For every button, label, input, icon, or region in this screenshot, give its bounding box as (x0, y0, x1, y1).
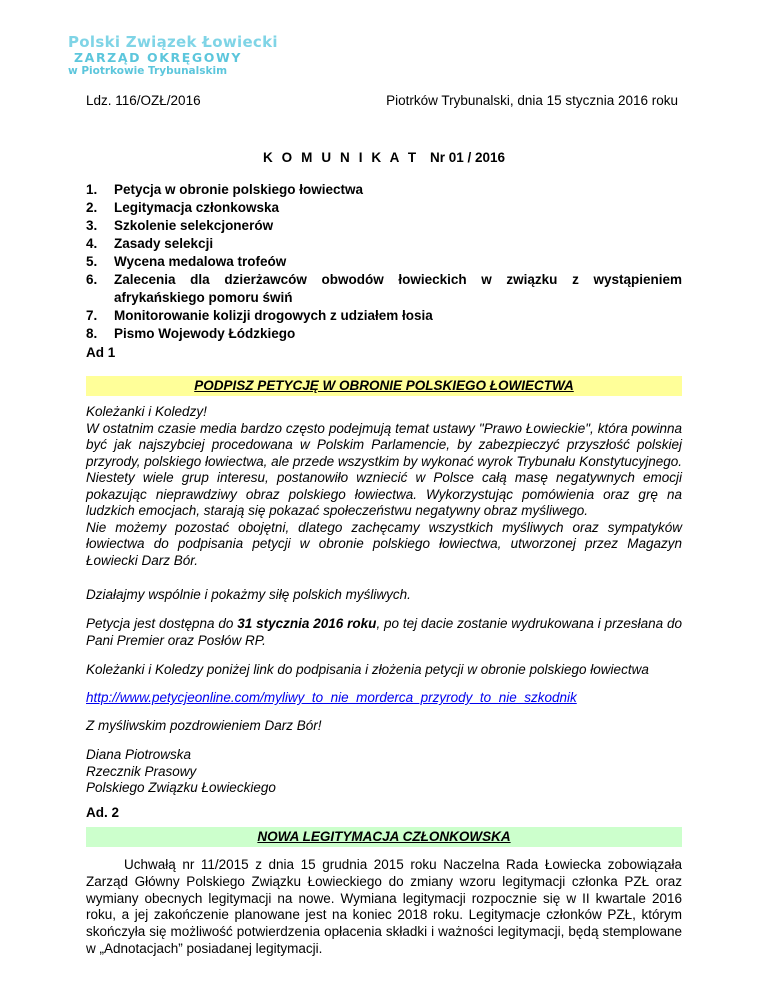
signature-role: Rzecznik Prasowy (86, 763, 197, 779)
petition-body: W ostatnim czasie media bardzo często podejmują temat ustawy "Prawo Łowieckie", która powinna być jak najszybciej procedowana w Polskim Parlamencie, by zabezpieczyć przyszłość polskiej przyrody, polskiego łowiectwa, ale przede wszystkim by wykonać wyrok Trybunału Konstytucyjnego. Niestety wiele grup interesu, postanowiło wzniecić w Polsce całą masę negatywnych emocji pokazując nieprawdziwy obraz polskiego łowiectwa. Wykorzystując pomówienia oraz grę na ludzkich emocjach, starają się pokazać społeczeństwu negatywny obraz myśliwego. (86, 420, 682, 518)
toc-item: 8. Pismo Wojewody Łódzkiego (86, 326, 296, 341)
table-of-contents (86, 181, 682, 343)
logo-line-2: ZARZĄD OKRĘGOWY (74, 50, 243, 65)
membership-banner-text: NOWA LEGITYMACJA CZŁONKOWSKA (257, 829, 511, 844)
title-number: Nr 01 / 2016 (429, 150, 506, 165)
toc-item: 7. Monitorowanie kolizji drogowych z udziałem łosia (86, 308, 433, 323)
document-title (0, 150, 768, 165)
petition-link[interactable]: http://www.petycjeonline.com/myliwy_to_nie_morderca_przyrody_to_nie_szkodnik (86, 690, 577, 705)
petition-intro (86, 404, 682, 569)
logo-line-1: Polski Związek Łowiecki (68, 33, 278, 51)
toc-item: 5. Wycena medalowa trofeów (86, 254, 287, 269)
signature-block (86, 747, 682, 797)
toc-item: 2. Legitymacja członkowska (86, 200, 280, 215)
logo-line-3: w Piotrkowie Trybunalskim (68, 65, 228, 77)
toc-item: 1. Petycja w obronie polskiego łowiectwa (86, 182, 364, 197)
petition-deadline: Petycja jest dostępna do 31 stycznia 2016 roku, po tej dacie zostanie wydrukowana i przesłana do Pani Premier oraz Posłów RP. (86, 616, 682, 648)
petition-closing: Z myśliwskim pozdrowieniem Darz Bór! (86, 718, 322, 733)
membership-banner (86, 827, 682, 847)
petition-call: Działajmy wspólnie i pokażmy siłę polskich myśliwych. (86, 587, 411, 602)
greeting: Koleżanki i Koledzy! (86, 404, 207, 419)
membership-body (86, 857, 682, 958)
petition-body-2: Nie możemy pozostać obojętni, dlatego zachęcamy wszystkich myśliwych oraz sympatyków łowiectwa do podpisania petycji w obronie polskiego łowiectwa, utworzonej przez Magazyn Łowiecki Darz Bór. (86, 519, 682, 568)
title-word: K O M U N I K A T (262, 150, 419, 165)
membership-paragraph: Uchwałą nr 11/2015 z dnia 15 grudnia 2015 roku Naczelna Rada Łowiecka zobowiązała Zarząd Główny Polskiego Związku Łowieckiego do zmiany wzoru legitymacji członka PZŁ oraz wymiany obecnych legitymacji na nowe. Wymiana legitymacji rozpocznie się w II kwartale 2016 roku, a jej zakończenie planowane jest na koniec 2018 roku. Legitymacje członków PZŁ, którym skończyła się możliwość potwierdzenia opłacenia składki i ważności legitymacji, będą stemplowane w „Adnotacjach” posiadanej legitymacji. (86, 857, 682, 956)
petition-link-intro: Koleżanki i Koledzy poniżej link do podpisania i złożenia petycji w obronie polskiego łowiectwa (86, 662, 649, 677)
section-label-ad2: Ad. 2 (86, 805, 120, 820)
place-and-date: Piotrków Trybunalski, dnia 15 stycznia 2016 roku (386, 93, 678, 108)
signature-name: Diana Piotrowska (86, 747, 192, 762)
signature-org: Polskiego Związku Łowieckiego (86, 780, 276, 795)
toc-item: 3. Szkolenie selekcjonerów (86, 218, 274, 233)
section-label-ad1: Ad 1 (86, 345, 116, 360)
reference-number: Ldz. 116/OZŁ/2016 (86, 93, 201, 108)
petition-link-wrap (86, 690, 682, 707)
petition-deadline-date: 31 stycznia 2016 roku (237, 616, 377, 631)
petition-banner-text: PODPISZ PETYCJĘ W OBRONIE POLSKIEGO ŁOWIECTWA (194, 378, 574, 393)
toc-item: 6. Zalecenia dla dzierżawców obwodów łowieckich w związku z wystąpieniem afrykańskiego pomoru świń (86, 272, 682, 305)
pzl-logo (68, 33, 278, 80)
toc-item: 4. Zasady selekcji (86, 236, 214, 251)
petition-banner (86, 376, 682, 396)
